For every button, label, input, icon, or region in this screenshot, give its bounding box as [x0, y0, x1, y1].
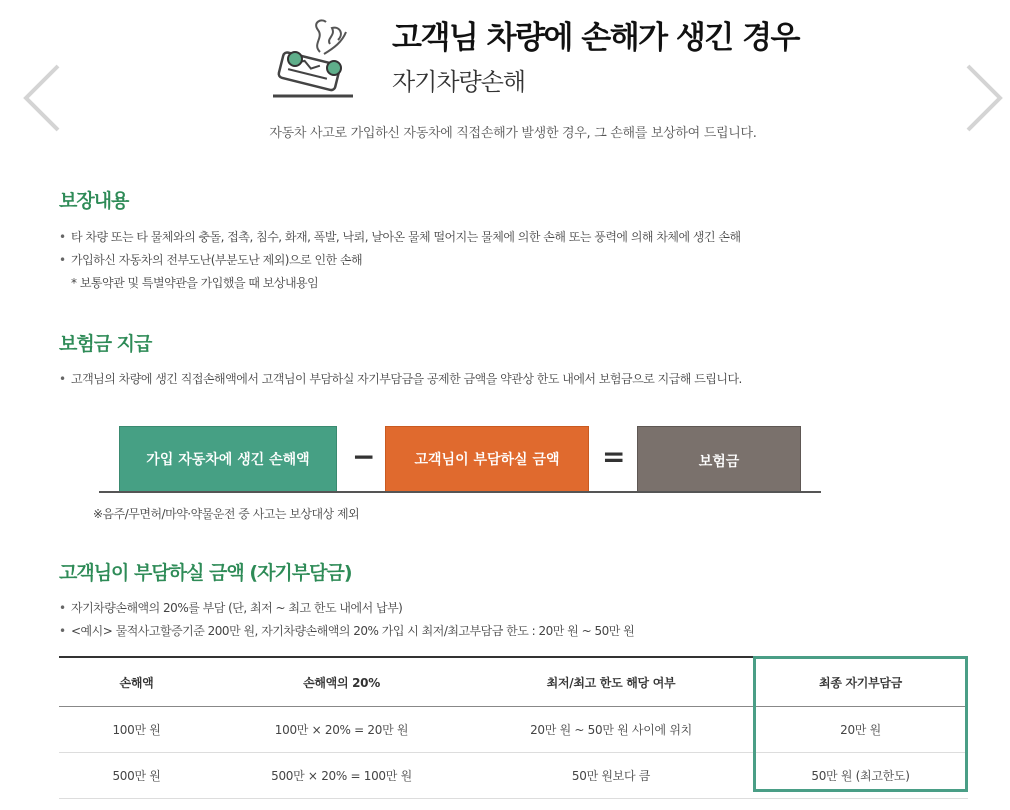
- table-cell: 20만 원 ~ 50만 원 사이에 위치: [469, 707, 753, 753]
- column-header: 손해액의 20%: [214, 657, 469, 707]
- deductible-table: [59, 656, 968, 799]
- page-subtitle: 자기차량손해: [392, 68, 526, 96]
- payment-section-title: 보험금 지급: [59, 333, 152, 355]
- payment-list: [59, 368, 742, 391]
- deductible-list: [59, 597, 634, 643]
- list-item: • <예시> 물적사고할증기준 200만 원, 자기차량손해액의 20% 가입 시 최저/최고부담금 한도 : 20만 원 ~ 50만 원: [59, 620, 634, 643]
- deductible-section-title: 고객님이 부담하실 금액 (자기부담금): [59, 562, 352, 584]
- list-item: • 타 차량 또는 타 물체와의 충돌, 접촉, 침수, 화재, 폭발, 낙뢰, 날아온 물체 떨어지는 물체에 의한 손해 또는 풍력에 의해 차체에 생긴 손해: [59, 226, 741, 249]
- table-cell: 100만 × 20% = 20만 원: [214, 707, 469, 753]
- column-header: 최저/최고 한도 해당 여부: [469, 657, 753, 707]
- formula-deductible-box: 고객님이 부담하실 금액: [385, 426, 589, 492]
- coverage-list: [59, 226, 741, 295]
- coverage-note: * 보통약관 및 특별약관을 가입했을 때 보상내용임: [71, 276, 319, 290]
- page-description: 자동차 사고로 가입하신 자동차에 직접손해가 발생한 경우, 그 손해를 보상하여 드립니다.: [269, 126, 757, 141]
- list-item: • 가입하신 자동차의 전부도난(부분도난 제외)으로 인한 손해: [59, 249, 741, 272]
- table-row: [59, 707, 968, 753]
- table-cell: 50만 원 (최고한도): [753, 753, 968, 799]
- formula-exclusion-note: ※음주/무면허/마약·약물운전 중 사고는 보상대상 제외: [93, 507, 360, 521]
- table-header-row: [59, 657, 968, 707]
- table-cell: 500만 × 20% = 100만 원: [214, 753, 469, 799]
- table-cell: 500만 원: [59, 753, 214, 799]
- formula-payout-box: 보험금: [637, 426, 801, 492]
- table-cell: 20만 원: [753, 707, 968, 753]
- list-item: • 자기차량손해액의 20%를 부담 (단, 최저 ~ 최고 한도 내에서 납부): [59, 597, 634, 620]
- list-item: • 고객님의 차량에 생긴 직접손해액에서 고객님이 부담하실 자기부담금을 공제한 금액을 약관상 한도 내에서 보험금으로 지급해 드립니다.: [59, 368, 742, 391]
- coverage-section-title: 보장내용: [59, 190, 129, 212]
- car-accident-icon: [268, 14, 358, 102]
- table-cell: 100만 원: [59, 707, 214, 753]
- page-title: 고객님 차량에 손해가 생긴 경우: [392, 20, 799, 56]
- column-header: 최종 자기부담금: [753, 657, 968, 707]
- minus-operator: −: [352, 440, 376, 473]
- formula-baseline: [99, 491, 821, 493]
- column-header: 손해액: [59, 657, 214, 707]
- equals-operator: =: [602, 440, 626, 473]
- table-row: [59, 753, 968, 799]
- formula-damage-box: 가입 자동차에 생긴 손해액: [119, 426, 337, 492]
- table-cell: 50만 원보다 큼: [469, 753, 753, 799]
